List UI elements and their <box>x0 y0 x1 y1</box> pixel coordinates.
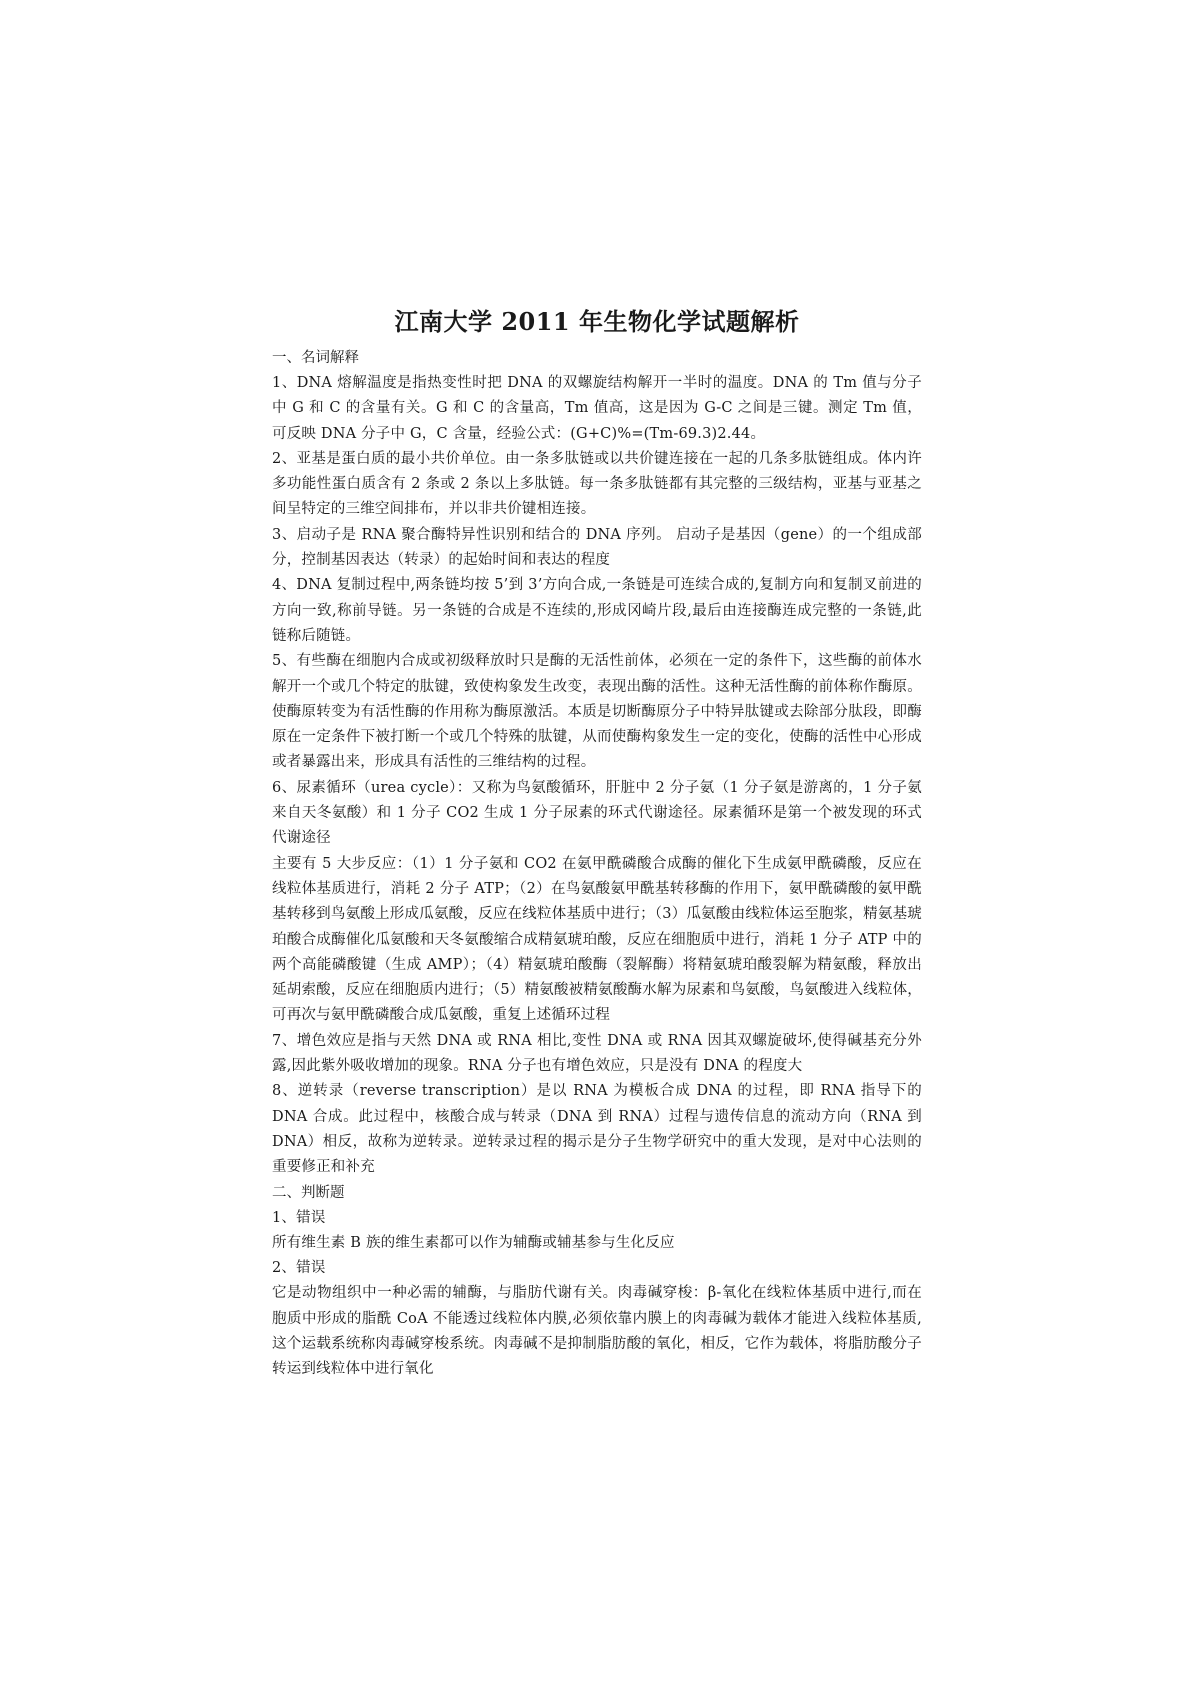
definition-item-6-detail: 主要有 5 大步反应：（1）1 分子氨和 CO2 在氨甲酰磷酸合成酶的催化下生成氨甲酰磷酸，反应在线粒体基质进行，消耗 2 分子 ATP；（2）在鸟氨酸氨甲酰基转移酶的作用下，氨甲酰磷酸的氨甲酰基转移到鸟氨酸上形成瓜氨酸，反应在线粒体基质中进行；（3）瓜氨酸由线粒体运至胞浆，精氨基琥珀酸合成酶催化瓜氨酸和天冬氨酸缩合成精氨琥珀酸，反应在细胞质中进行，消耗 1 分子 ATP 中的两个高能磷酸键（生成 AMP）；（4）精氨琥珀酸酶（裂解酶）将精氨琥珀酸裂解为精氨酸，释放出延胡索酸，反应在细胞质内进行；（5）精氨酸被精氨酸酶水解为尿素和鸟氨酸，鸟氨酸进入线粒体，可再次与氨甲酰磷酸合成瓜氨酸，重复上述循环过程 <box>272 855 922 1024</box>
definition-item-1: 1、DNA 熔解温度是指热变性时把 DNA 的双螺旋结构解开一半时的温度。DNA 的 Tm 值与分子中 G 和 C 的含量有关。G 和 C 的含量高，Tm 值高，这是因为 G-C 之间是三键。测定 Tm 值，可反映 DNA 分子中 G，C 含量，经验公式：(G+C)%=(Tm-69.3)2.44。 <box>272 375 922 442</box>
definition-item-7: 7、增色效应是指与天然 DNA 或 RNA 相比,变性 DNA 或 RNA 因其双螺旋破坏,使得碱基充分外露,因此紫外吸收增加的现象。RNA 分子也有增色效应，只是没有 DNA 的程度大 <box>272 1032 922 1075</box>
definition-item-8: 8、逆转录（reverse transcription）是以 RNA 为模板合成 DNA 的过程，即 RNA 指导下的 DNA 合成。此过程中，核酸合成与转录（DNA 到 RNA）过程与遗传信息的流动方向（RNA 到 DNA）相反，故称为逆转录。逆转录过程的揭示是分子生物学研究中的重大发现，是对中心法则的重要修正和补充 <box>272 1083 922 1176</box>
judgment-item-2-answer: 2、错误 <box>272 1260 326 1277</box>
definition-item-4: 4、DNA 复制过程中,两条链均按 5’到 3’方向合成,一条链是可连续合成的,复制方向和复制叉前进的方向一致,称前导链。另一条链的合成是不连续的,形成冈崎片段,最后由连接酶连成完整的一条链,此链称后随链。 <box>272 577 922 644</box>
definition-item-2: 2、亚基是蛋白质的最小共价单位。由一条多肽链或以共价键连接在一起的几条多肽链组成。体内许多功能性蛋白质含有 2 条或 2 条以上多肽链。每一条多肽链都有其完整的三级结构，亚基与亚基之间呈特定的三维空间排布，并以非共价键相连接。 <box>272 450 922 518</box>
definition-item-6: 6、尿素循环（urea cycle）：又称为鸟氨酸循环，肝脏中 2 分子氨（1 分子氨是游离的，1 分子氨来自天冬氨酸）和 1 分子 CO2 生成 1 分子尿素的环式代谢途径。尿素循环是第一个被发现的环式代谢途径 <box>272 779 922 847</box>
judgment-item-1-explanation: 所有维生素 B 族的维生素都可以作为辅酶或辅基参与生化反应 <box>272 1234 675 1251</box>
section-heading-true-false: 二、判断题 <box>272 1184 345 1201</box>
document-page <box>272 306 922 1383</box>
section-heading-definitions: 一、名词解释 <box>272 350 359 366</box>
document-title: 江南大学 2011 年生物化学试题解析 <box>394 307 800 336</box>
section-definitions <box>272 346 922 1181</box>
judgment-item-2-explanation: 它是动物组织中一种必需的辅酶，与脂肪代谢有关。肉毒碱穿梭：β-氧化在线粒体基质中进行,而在胞质中形成的脂酰 CoA 不能透过线粒体内膜,必须依靠内膜上的肉毒碱为载体才能进入线粒体基质,这个运载系统称肉毒碱穿梭系统。肉毒碱不是抑制脂肪酸的氧化，相反，它作为载体，将脂肪酸分子转运到线粒体中进行氧化 <box>272 1285 922 1378</box>
definition-item-5: 5、有些酶在细胞内合成或初级释放时只是酶的无活性前体，必须在一定的条件下，这些酶的前体水解开一个或几个特定的肽键，致使构象发生改变，表现出酶的活性。这种无活性酶的前体称作酶原。使酶原转变为有活性酶的作用称为酶原激活。本质是切断酶原分子中特异肽键或去除部分肽段，即酶原在一定条件下被打断一个或几个特殊的肽键，从而使酶构象发生一定的变化，使酶的活性中心形成或者暴露出来，形成具有活性的三维结构的过程。 <box>272 653 922 771</box>
section-true-false <box>272 1181 922 1383</box>
definition-item-3: 3、启动子是 RNA 聚合酶特异性识别和结合的 DNA 序列。 启动子是基因（gene）的一个组成部分，控制基因表达（转录）的起始时间和表达的程度 <box>272 526 922 569</box>
judgment-item-1-answer: 1、错误 <box>272 1209 326 1226</box>
